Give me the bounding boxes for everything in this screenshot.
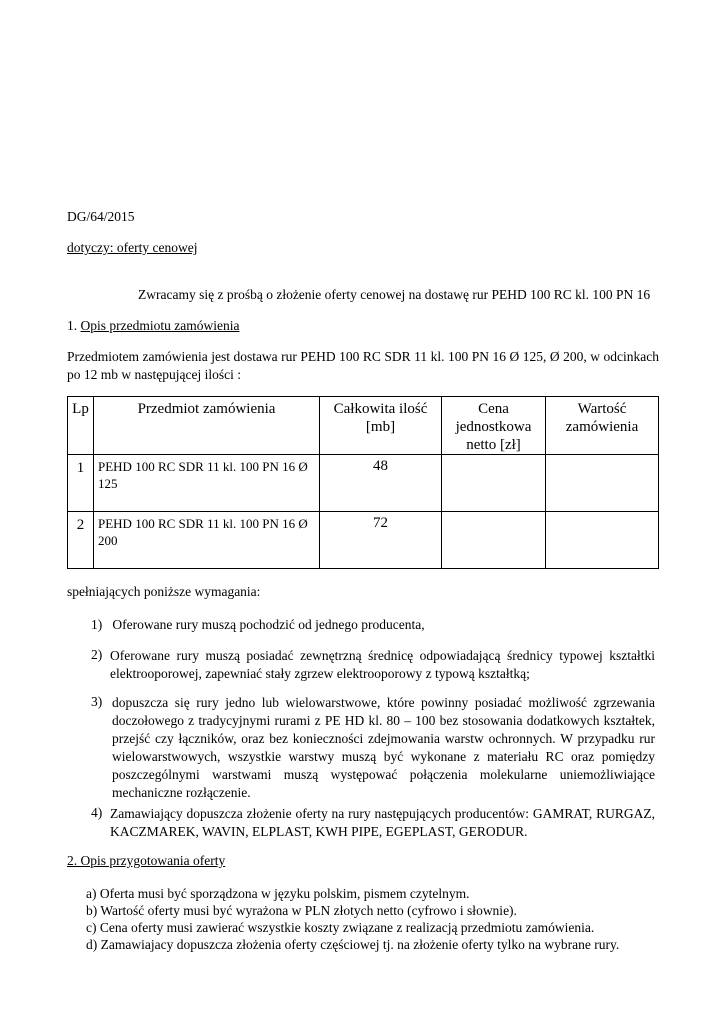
row-quantity: 48 [320, 455, 442, 512]
request-sentence: Zwracamy się z prośbą o złożenie oferty cenowej na dostawę rur PEHD 100 RC kl. 100 PN 16 [138, 287, 651, 302]
section-1-intro: Przedmiotem zamówienia jest dostawa rur PEHD 100 RC SDR 11 kl. 100 PN 16 Ø 125, Ø 200, w odcinkach po 12 mb w następującej ilości : [67, 349, 659, 382]
preparation-item-b: b) Wartość oferty musi być wyrażona w PLN złotych netto (cyfrowo i słownie). [86, 903, 517, 918]
order-items-table [67, 396, 659, 569]
row-quantity: 72 [320, 512, 442, 569]
requirement-4-number: 4) [91, 805, 103, 820]
requirements-intro: spełniających poniższe wymagania: [67, 584, 261, 599]
row-lp: 1 [68, 455, 94, 512]
requirement-number: 1) [91, 617, 103, 632]
requirement-2-number: 2) [91, 647, 103, 662]
section-1-number: 1. [67, 318, 78, 333]
section-2-title: 2. Opis przygotowania oferty [67, 853, 226, 868]
row-lp: 2 [68, 512, 94, 569]
header-item: Przedmiot zamówienia [94, 397, 320, 455]
document-reference: DG/64/2015 [67, 209, 135, 224]
preparation-item-d: d) Zamawiajacy dopuszcza złożenia oferty częściowej tj. na złożenie oferty tylko na wybrane rury. [86, 937, 620, 952]
document-subject: dotyczy: oferty cenowej [67, 240, 198, 255]
section-1-heading [67, 318, 239, 334]
header-order-value: Wartość zamówienia [546, 397, 659, 455]
requirement-4-text: Zamawiający dopuszcza złożenie oferty na rury następujących producentów: GAMRAT, RURGAZ, KACZMAREK, WAVIN, ELPLAST, KWH PIPE, EGEPLAST, GERODUR. [110, 806, 655, 839]
header-unit-price: Cena jednostkowa netto [zł] [442, 397, 546, 455]
row-order-value [546, 455, 659, 512]
requirement-1 [91, 617, 425, 633]
row-item: PEHD 100 RC SDR 11 kl. 100 PN 16 Ø 125 [94, 455, 320, 512]
header-lp: Lp [68, 397, 94, 455]
table-row [68, 512, 659, 569]
requirement-3-number: 3) [91, 694, 103, 709]
preparation-item-c: c) Cena oferty musi zawierać wszystkie koszty związane z realizacją przedmiotu zamówienia. [86, 920, 595, 935]
table-header-row [68, 397, 659, 455]
row-item: PEHD 100 RC SDR 11 kl. 100 PN 16 Ø 200 [94, 512, 320, 569]
requirement-3-text: dopuszcza się rury jedno lub wielowarstwowe, które powinny posiadać możliwość zgrzewania doczołowego z tradycyjnymi rurami z PE HD kl. 80 – 100 bez stosowania dodatkowych kształtek, przejść czy łączników, oraz bez konieczności zdejmowania warstw ochronnych. W przypadku rur wielowarstwowych, wszystkie warstwy muszą być wykonane z materiału RC oraz pomiędzy poszczególnymi warstwami muszą występować połączenia molekularne uniemożliwiające mechaniczne rozłączenie. [112, 695, 655, 800]
section-1-title: Opis przedmiotu zamówienia [80, 318, 240, 333]
requirement-2-text: Oferowane rury muszą posiadać zewnętrzną średnicę odpowiadającą średnicy typowej kształtki elektrooporowej, zapewniać stały zgrzew elektrooporowy z typową kształtką; [110, 648, 655, 681]
row-unit-price [442, 455, 546, 512]
table-row [68, 455, 659, 512]
row-order-value [546, 512, 659, 569]
row-unit-price [442, 512, 546, 569]
header-quantity: Całkowita ilość [mb] [320, 397, 442, 455]
requirement-text: Oferowane rury muszą pochodzić od jednego producenta, [112, 617, 425, 632]
preparation-item-a: a) Oferta musi być sporządzona w języku polskim, pismem czytelnym. [86, 886, 470, 901]
